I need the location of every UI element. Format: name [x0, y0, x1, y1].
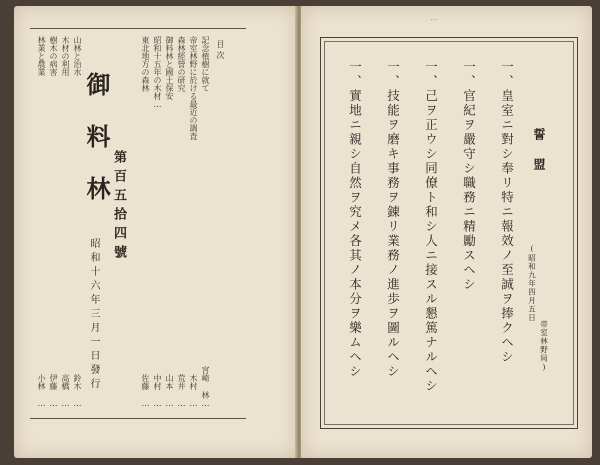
toc-entry	[152, 36, 163, 408]
toc-entry-author: 伊藤 …	[49, 374, 58, 408]
toc-entry	[48, 36, 59, 408]
toc-rule-top	[30, 28, 246, 29]
toc-entry-title: 帝室林野に於ける最近の調査	[189, 36, 198, 140]
toc-entry	[188, 36, 199, 408]
toc-entry-author: 木村 …	[189, 374, 198, 408]
oath-clause-2: 一、官紀ヲ嚴守シ職務ニ精勵スヘシ	[461, 60, 477, 292]
oath-title: 誓盟	[532, 128, 546, 188]
journal-title: 御料林	[82, 72, 111, 228]
toc-heading: 目次	[216, 40, 225, 62]
toc-entry-title: 記念植樹に就て	[201, 36, 210, 92]
toc-entry	[164, 36, 175, 408]
toc-entry	[176, 36, 187, 408]
toc-entry	[140, 36, 151, 408]
toc-entry-title: 木材の利用	[61, 36, 70, 76]
toc-entry-author: 宮崎 林…	[201, 366, 210, 408]
issue-number: 第百五拾四號	[111, 150, 126, 264]
oath-clause-5: 一、實地ニ親シ自然ヲ究メ各其ノ本分ヲ樂ムヘシ	[347, 60, 363, 379]
toc-entry-title: 御料林と國土保安	[165, 36, 174, 100]
publication-date: 昭和十六年三月一日發行	[88, 238, 99, 392]
toc-entry-title: 樹木の病害	[49, 36, 58, 76]
toc-entry	[200, 36, 211, 408]
toc-entry-author: 佐藤 …	[141, 374, 150, 408]
oath-clause-1: 一、皇室ニ對シ奉リ特ニ報效ノ至誠ヲ捧クヘシ	[499, 60, 515, 365]
toc-entry-author: 山本 …	[165, 374, 174, 408]
toc-entry-title: 昭和十五年の木材…	[153, 36, 162, 109]
page-seal-mark: …	[430, 14, 438, 22]
oath-date: (昭和九年四月五日	[527, 244, 537, 322]
toc-entry	[36, 36, 47, 408]
toc-entry-title: 東北地方の森林	[141, 36, 150, 92]
oath-clause-4: 一、技能ヲ磨キ事務ヲ錬リ業務ノ進歩ヲ圖ルヘシ	[385, 60, 401, 379]
toc-entry-title: 森林經營の研究	[177, 36, 186, 92]
toc-entry-title: 山林と治水	[73, 36, 82, 76]
toc-entry	[60, 36, 71, 408]
toc-entry-title: 林業と農業	[37, 36, 46, 76]
oath-clause-3: 一、己ヲ正ウシ同僚ト和シ人ニ接スル懇篤ナルヘシ	[423, 60, 439, 394]
toc-entry-author: 小林 …	[37, 374, 46, 408]
toc-entry-author: 荒井 …	[177, 374, 186, 408]
oath-author: 帝室林野局)	[539, 320, 549, 373]
toc-rule-bottom	[30, 418, 246, 419]
toc-entry-author: 高橋 …	[61, 374, 70, 408]
toc-entry-author: 中村 …	[153, 374, 162, 408]
toc-entry-author: 鈴木 …	[73, 374, 82, 408]
